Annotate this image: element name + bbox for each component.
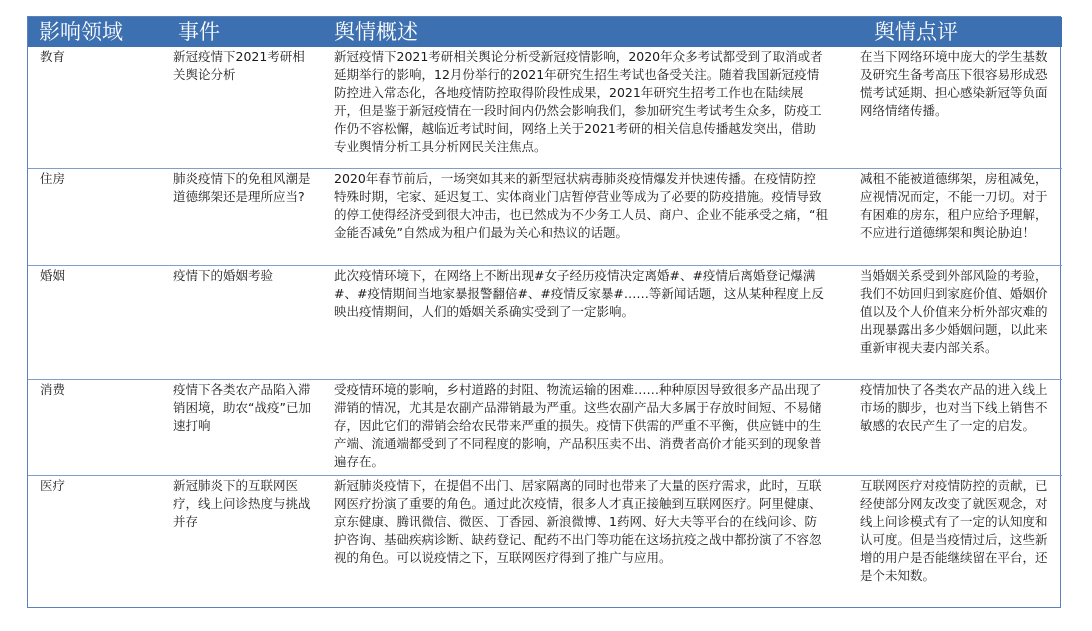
comment-cell: 疫情加快了各类农产品的进入线上市场的脚步，也对当下线上销售不敏感的农民产生了一定的启发。 [860, 381, 1048, 433]
domain-cell: 婚姻 [40, 267, 66, 283]
table-row [28, 379, 1062, 475]
comment-cell: 当婚姻关系受到外部风险的考验，我们不妨回归到家庭价值、婚姻价值以及个人价值来分析外部灾难的出现暴露出多少婚姻问题，以此来重新审视夫妻内部关系。 [860, 267, 1048, 355]
event-cell: 肺炎疫情下的免租风潮是道德绑架还是理所应当? [173, 170, 311, 204]
summary-cell: 新冠肺炎疫情下，在提倡不出门、居家隔离的同时也带来了大量的医疗需求，此时，互联网医疗扮演了重要的角色。通过此次疫情，很多人才真正接触到互联网医疗。阿里健康、京东健康、腾讯微信、微医、丁香园、新浪微博、1药网、好大夫等平台的在线问诊、防护咨询、基础疾病诊断、缺药登记、配药不出门等功能在这场抗疫之战中都扮演了不容忽视的角色。可以说疫情之下，互联网医疗得到了推广与应用。 [334, 477, 822, 565]
table-row [28, 47, 1062, 168]
table-header-row [28, 17, 1062, 47]
domain-cell: 住房 [40, 170, 66, 186]
table-row [28, 168, 1062, 265]
event-cell: 疫情下的婚姻考验 [173, 267, 274, 283]
public-opinion-table [28, 17, 1062, 605]
domain-cell: 教育 [40, 49, 66, 64]
domain-cell: 消费 [40, 381, 66, 397]
summary-cell: 受疫情环境的影响，乡村道路的封阻、物流运输的困难……种种原因导致很多产品出现了滞销的情况，尤其是农副产品滞销最为严重。这些农副产品大多属于存放时间短、不易储存，因此它们的滞销会给农民带来严重的损失。疫情下供需的严重不平衡，供应链中的生产端、流通端都受到了不同程度的影响，产品积压卖不出、消费者高价才能买到的现象普遍存在。 [334, 381, 822, 469]
header-summary: 舆情概述 [334, 20, 418, 44]
public-opinion-table-frame [27, 16, 1061, 608]
event-cell: 疫情下各类农产品陷入滞销困境，助农“战疫”已加速打响 [173, 381, 311, 433]
header-domain: 影响领域 [39, 20, 123, 44]
comment-cell: 互联网医疗对疫情防控的贡献，已经使部分网友改变了就医观念，对线上问诊模式有了一定的认知度和认可度。但是当疫情过后，这些新增的用户是否能继续留在平台，还是个未知数。 [860, 477, 1048, 583]
summary-cell: 2020年春节前后，一场突如其来的新型冠状病毒肺炎疫情爆发并快速传播。在疫情防控特殊时期，宅家、延迟复工、实体商业门店暂停营业等成为了必要的防疫措施。疫情导致的停工使得经济受到很大冲击，也已然成为不少务工人员、商户、企业不能承受之痛，“租金能否减免”自然成为租户们最为关心和热议的话题。 [334, 170, 828, 240]
header-comment: 舆情点评 [874, 20, 958, 44]
table-row [28, 265, 1062, 379]
summary-cell: 新冠疫情下2021考研相关舆论分析受新冠疫情影响，2020年众多考试都受到了取消或者延期举行的影响，12月份举行的2021年研究生招生考试也备受关注。随着我国新冠疫情防控进入常态化，各地疫情防控取得阶段性成果，2021年研究生招考工作也在陆续展开，但是鉴于新冠疫情在一段时间内仍然会影响我们，参加研究生考试考生众多，防疫工作仍不容松懈，越临近考试时间，网络上关于2021考研的相关信息传播越发突出，借助专业舆情分析工具分析网民关注焦点。 [334, 49, 823, 154]
comment-cell: 在当下网络环境中庞大的学生基数及研究生备考高压下很容易形成恐慌考试延期、担心感染新冠等负面网络情绪传播。 [860, 49, 1048, 118]
table-row [28, 475, 1062, 605]
comment-cell: 减租不能被道德绑架，房租减免，应视情况而定，不能一刀切。对于有困难的房东，租户应给予理解，不应进行道德绑架和舆论胁迫！ [860, 170, 1048, 240]
header-event: 事件 [178, 20, 220, 44]
domain-cell: 医疗 [40, 477, 66, 493]
event-cell: 新冠疫情下2021考研相关舆论分析 [173, 49, 305, 82]
summary-cell: 此次疫情环境下，在网络上不断出现#女子经历疫情决定离婚#、#疫情后离婚登记爆满#、#疫情期间当地家暴报警翻倍#、#疫情反家暴#……等新闻话题，这从某种程度上反映出疫情期间，人们的婚姻关系确实受到了一定影响。 [334, 267, 824, 319]
event-cell: 新冠肺炎下的互联网医疗，线上问诊热度与挑战并存 [173, 477, 311, 529]
